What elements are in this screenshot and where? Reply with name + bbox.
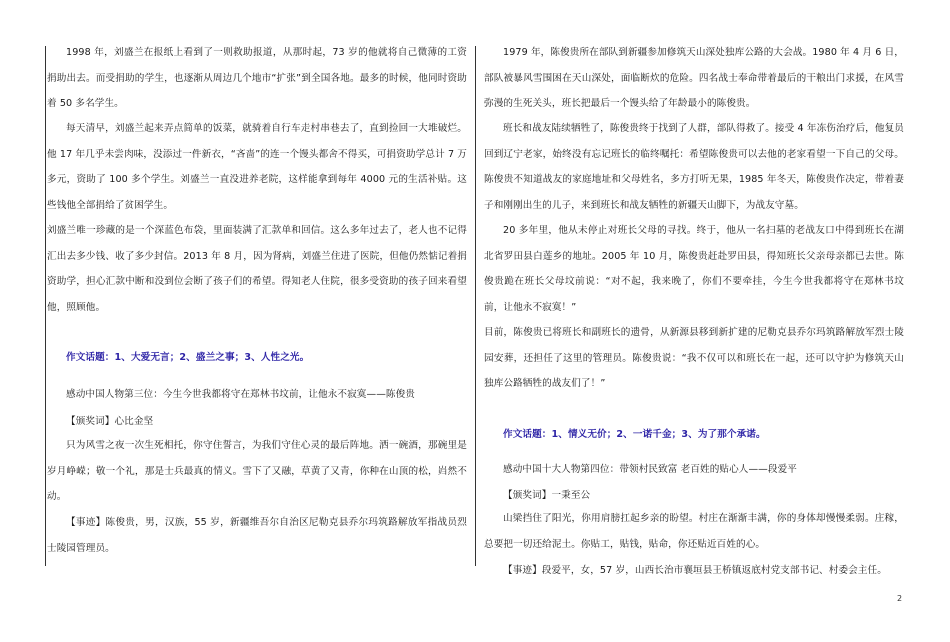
center-margin-marker <box>475 46 476 566</box>
heading-third-person: 感动中国人物第三位：今生今世我都将守在郑林书坟前，让他永不寂寞——陈俊贵 <box>66 389 415 400</box>
paragraph-cemetery: 目前，陈俊贵已将班长和副班长的遗骨，从新源县移到新扩建的尼勒克县乔尔玛筑路解放军烈士陵园安葬，还担任了这里的管理员。陈俊贵说：“我不仅可以和班长在一起，还可以守护为修筑天山独库公路牺牲的战友们了！” <box>484 327 904 389</box>
page-number: 2 <box>897 594 903 603</box>
paragraph-daily-life: 每天清早，刘盛兰起来弄点简单的饭菜，就骑着自行车走村串巷去了，直到捡回一大堆破烂。他 17 年几乎未尝肉味，没添过一件新衣，“吝啬”的连一个馒头都舍不得买，可捐资助学总计 7 万多元，资助了 100 多个学生。刘盛兰一直没进养老院，这样能拿到每年 4000 元的生活补贴。这些钱他全部捐给了贫困学生。 <box>47 123 467 211</box>
paragraph-1979-road: 1979 年，陈俊贵所在部队到新疆参加修筑天山深处独库公路的大会战。1980 年 4 月 6 日，部队被暴风雪围困在天山深处，面临断炊的危险。四名战士奉命带着最后的干粮出门求援，在风雪弥漫的生死关头，班长把最后一个馒头给了年龄最小的陈俊贵。 <box>484 47 904 109</box>
paragraph-1998-donation: 1998 年，刘盛兰在报纸上看到了一则救助报道，从那时起，73 岁的他就将自己微薄的工资捐助出去。而受捐助的学生，也逐渐从周边几个地市“扩张”到全国各地。最多的时候，他同时资助着 50 多名学生。 <box>47 47 467 109</box>
deeds-duan-intro: 【事迹】段爱平，女，57 岁，山西长治市襄垣县王桥镇返底村党支部书记、村委会主任。 <box>503 565 887 576</box>
paragraph-blue-bag: 刘盛兰唯一珍藏的是一个深蓝色布袋，里面装满了汇款单和回信。这么多年过去了，老人也不记得汇出去多少钱、收了多少封信。2013 年 8 月，因为肾病，刘盛兰住进了医院，但他仍然惦记着捐资助学，担心汇款中断和没到位会断了孩子们的希望。得知老人住院，很多受资助的孩子回来看望他，照顾他。 <box>47 225 467 313</box>
left-margin-marker <box>45 46 46 566</box>
heading-fourth-person: 感动中国十大人物第四位：带领村民致富 老百姓的贴心人——段爱平 <box>503 464 797 475</box>
paragraph-guarding-tomb: 班长和战友陆续牺牲了，陈俊贵终于找到了人群，部队得救了。接受 4 年冻伤治疗后，他复员回到辽宁老家，始终没有忘记班长的临终嘱托：希望陈俊贵可以去他的老家看望一下自己的父母。陈俊贵不知道战友的家庭地址和父母姓名，多方打听无果，1985 年冬天，陈俊贵作决定，带着妻子和刚刚出生的儿子，来到班长和战友牺牲的新疆天山脚下，为战友守墓。 <box>484 123 904 211</box>
deeds-chen-intro: 【事迹】陈俊贵，男，汉族，55 岁，新疆维吾尔自治区尼勒克县乔尔玛筑路解放军指战员烈士陵园管理员。 <box>47 517 467 554</box>
award-speech-chen: 只为风雪之夜一次生死相托，你守住誓言，为我们守住心灵的最后阵地。洒一碗酒，那碗里是岁月峥嵘；敬一个礼，那是士兵最真的情义。雪下了又融，草黄了又青，你种在山顶的松，岿然不动。 <box>47 440 467 502</box>
paragraph-search-parents: 20 多年里，他从未停止对班长父母的寻找。终于，他从一名扫墓的老战友口中得到班长在湖北省罗田县白莲乡的地址。2005 年 10 月，陈俊贵赶赴罗田县，得知班长父亲母亲都已去世。陈俊贵跪在班长父母坟前说：“对不起，我来晚了，你们不要牵挂，今生今世我都将守在郑林书坟前，让他永不寂寞！” <box>484 225 904 313</box>
essay-topics-chen: 作文话题：1、情义无价；2、一诺千金；3、为了那个承诺。 <box>503 429 766 440</box>
essay-topics-liu: 作文话题：1、大爱无言；2、盛兰之事；3、人性之光。 <box>66 352 310 363</box>
award-title-duan: 【颁奖词】一秉至公 <box>503 490 591 501</box>
award-speech-duan: 山梁挡住了阳光，你用肩膀扛起乡亲的盼望。村庄在渐渐丰满，你的身体却慢慢柔弱。庄稼，总要把一切还给泥土。你贴工，贴钱，贴命，你还贴近百姓的心。 <box>484 513 904 550</box>
award-title-chen: 【颁奖词】心比金坚 <box>66 416 154 427</box>
